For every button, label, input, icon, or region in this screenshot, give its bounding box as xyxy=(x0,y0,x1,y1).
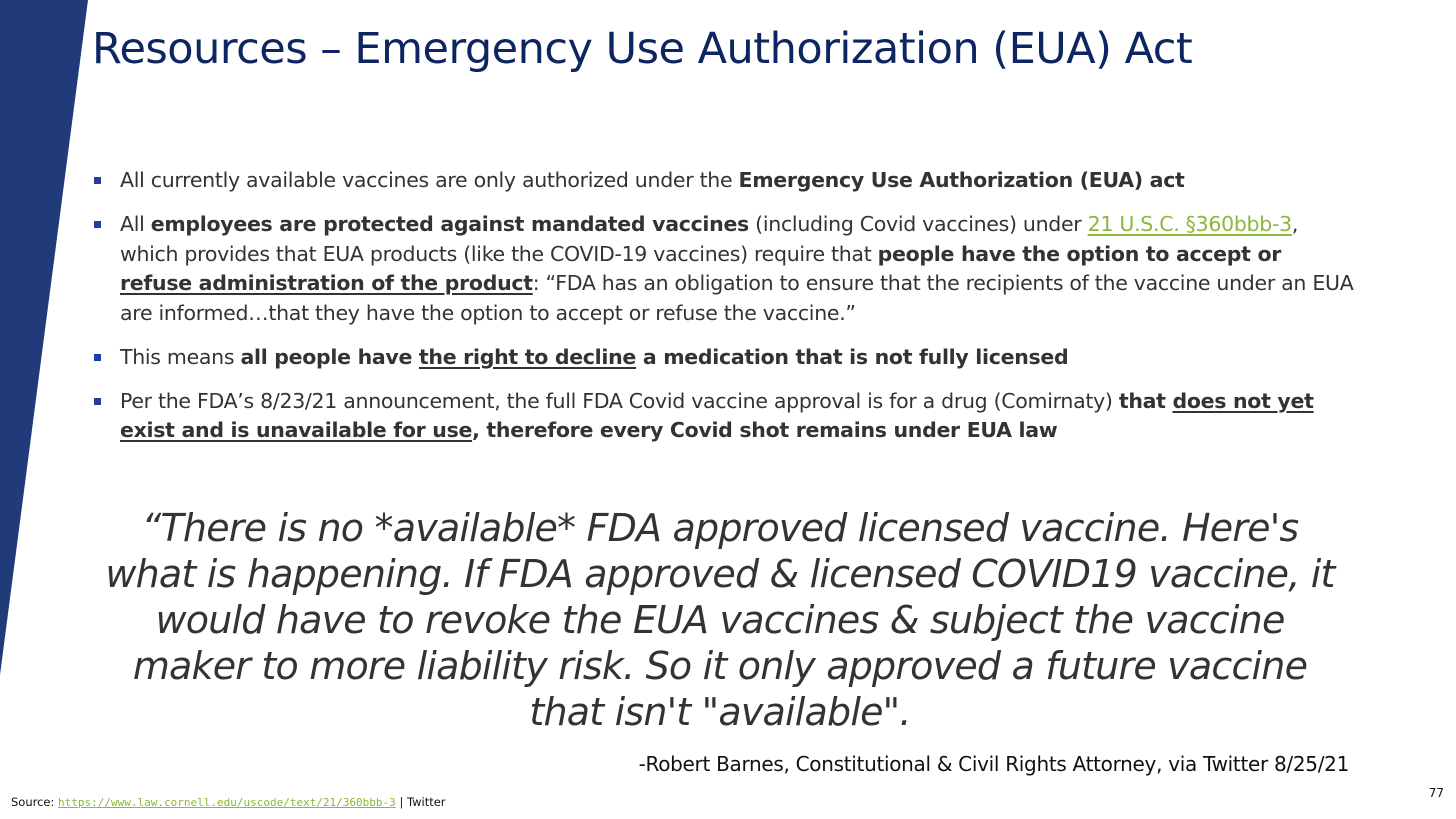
bullet-bold-text: Emergency Use Authorization (EUA) act xyxy=(738,168,1185,192)
bullet-bold-text xyxy=(120,271,533,295)
bullet-item xyxy=(92,387,1354,446)
side-accent-shape xyxy=(0,0,88,675)
bullet-bold-text xyxy=(419,345,636,369)
page-number: 77 xyxy=(1428,786,1444,800)
bullet-marker xyxy=(94,398,101,405)
bullet-text: This means xyxy=(120,344,241,369)
bullet-text: Per the FDA’s 8/23/21 announcement, the full FDA Covid vaccine approval is for a drug (Comirnaty) xyxy=(120,388,1119,413)
bullet-marker xyxy=(94,221,101,228)
bullet-list xyxy=(92,166,1354,460)
bullet-bold-text: , therefore every Covid shot remains under EUA law xyxy=(472,418,1058,442)
bullet-text: : “FDA has an obligation to ensure that the recipients of the vaccine under an EUA are informed…that they have the option to accept or refuse the vaccine.” xyxy=(120,271,1354,325)
bullet-underlined-text: refuse administration of the product xyxy=(120,271,533,295)
bullet-marker xyxy=(94,354,101,361)
bullet-item xyxy=(92,210,1354,328)
bullet-bold-text: employees are protected against mandated vaccines xyxy=(150,212,749,236)
source-link[interactable]: https://www.law.cornell.edu/uscode/text/21/360bbb-3 xyxy=(58,796,396,809)
side-accent-bar xyxy=(0,0,90,819)
bullet-marker xyxy=(94,177,101,184)
source-suffix: | Twitter xyxy=(395,795,446,809)
source-label: Source: xyxy=(11,795,59,809)
bullet-item xyxy=(92,166,1354,196)
usc-statute-link[interactable]: 21 U.S.C. §360bbb-3 xyxy=(1087,212,1292,236)
slide-title: Resources – Emergency Use Authorization (EUA) Act xyxy=(92,24,1193,74)
bullet-text: All currently available vaccines are only authorized under the xyxy=(120,168,739,192)
bullet-underlined-text: the right to decline xyxy=(418,344,636,369)
bullet-underlined-text: does not yet exist and is unavailable for use xyxy=(120,388,1314,442)
bullet-bold-text: all people have xyxy=(240,344,419,369)
bullet-text: (including Covid vaccines) under xyxy=(748,212,1088,236)
source-footer xyxy=(11,795,446,809)
bullet-bold-text: people have the option to accept or xyxy=(877,241,1282,266)
bullet-text: , which provides that EUA products (like the COVID-19 vaccines) require that xyxy=(120,212,1299,266)
quote-text: “There is no *available* FDA approved licensed vaccine. Here's what is happening. If FDA approved & licensed COVID19 vaccine, it would have to revoke the EUA vaccines & subject the vaccine maker to more liability risk. So it only approved a future vaccine that isn't "available". xyxy=(105,506,1335,734)
bullet-item xyxy=(92,343,1354,373)
quote-attribution: -Robert Barnes, Constitutional & Civil Rights Attorney, via Twitter 8/25/21 xyxy=(638,752,1349,776)
bullet-bold-text: that xyxy=(1118,388,1173,413)
bullet-text: All xyxy=(120,212,151,236)
bullet-bold-text: a medication that is not fully licensed xyxy=(636,344,1069,369)
